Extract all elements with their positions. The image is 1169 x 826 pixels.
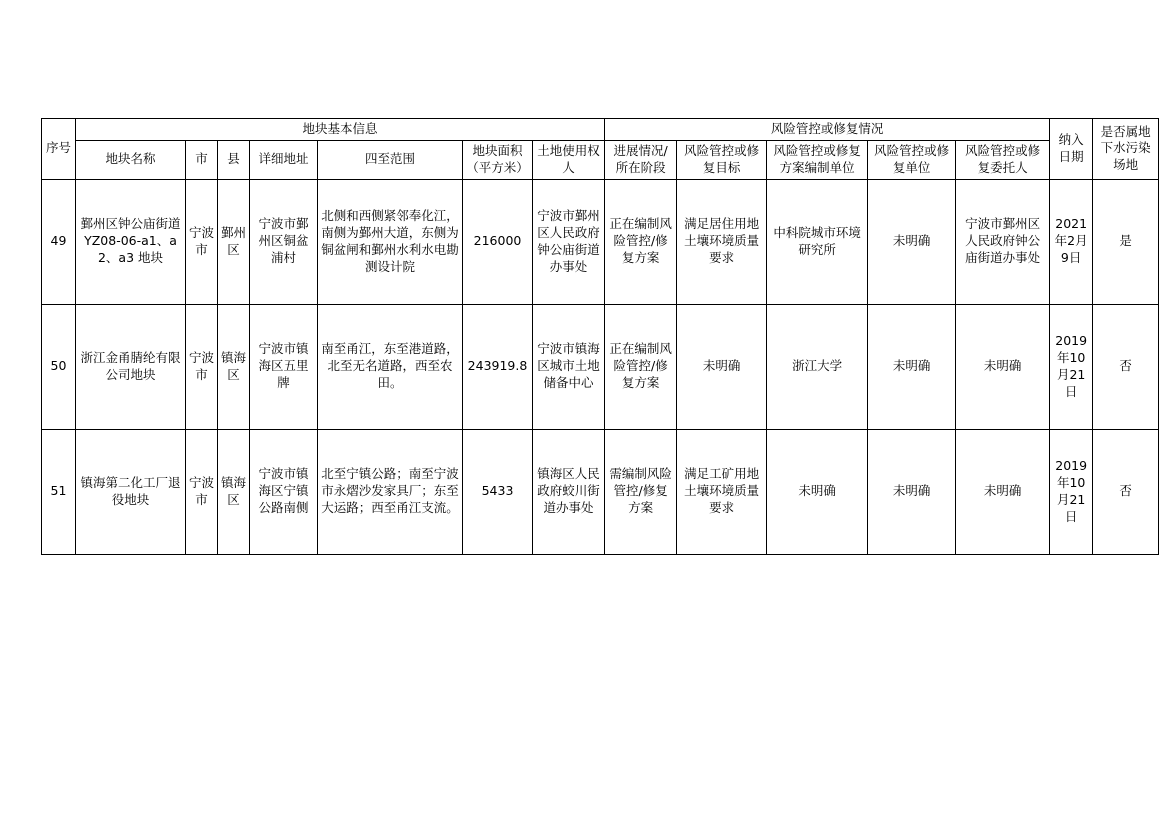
- header-area: 地块面积（平方米）: [463, 140, 533, 179]
- cell-range: 南至甬江，东至港道路，北至无名道路，西至农田。: [318, 304, 463, 429]
- cell-goal: 满足居住用地土壤环境质量要求: [677, 179, 767, 304]
- cell-owner: 宁波市镇海区城市土地储备中心: [533, 304, 605, 429]
- cell-plan-unit: 浙江大学: [767, 304, 868, 429]
- header-city: 市: [186, 140, 218, 179]
- cell-city: 宁波市: [186, 179, 218, 304]
- cell-groundwater: 否: [1093, 429, 1159, 554]
- cell-name: 鄞州区钟公庙街道YZ08-06-a1、a2、a3 地块: [76, 179, 186, 304]
- table-row: [42, 304, 1159, 429]
- header-goal: 风险管控或修复目标: [677, 140, 767, 179]
- header-group-risk: 风险管控或修复情况: [605, 119, 1050, 141]
- header-group-basic: 地块基本信息: [76, 119, 605, 141]
- header-range: 四至范围: [318, 140, 463, 179]
- header-address: 详细地址: [250, 140, 318, 179]
- cell-entrust-unit: 未明确: [956, 429, 1050, 554]
- table-header-row-sub: [42, 140, 1159, 179]
- cell-repair-unit: 未明确: [868, 304, 956, 429]
- table-row: [42, 429, 1159, 554]
- cell-groundwater: 否: [1093, 304, 1159, 429]
- cell-area: 243919.8: [463, 304, 533, 429]
- header-entry-date: 纳入日期: [1050, 119, 1093, 180]
- table-row: [42, 179, 1159, 304]
- cell-seq: 49: [42, 179, 76, 304]
- cell-progress: 正在编制风险管控/修复方案: [605, 179, 677, 304]
- cell-owner: 镇海区人民政府蛟川街道办事处: [533, 429, 605, 554]
- header-seq: 序号: [42, 119, 76, 180]
- cell-plan-unit: 中科院城市环境研究所: [767, 179, 868, 304]
- cell-repair-unit: 未明确: [868, 179, 956, 304]
- cell-entrust-unit: 未明确: [956, 304, 1050, 429]
- cell-range: 北侧和西侧紧邻奉化江，南侧为鄞州大道，东侧为铜盆闸和鄞州水利水电勘测设计院: [318, 179, 463, 304]
- cell-address: 宁波市镇海区宁镇公路南侧: [250, 429, 318, 554]
- cell-entry-date: 2021年2月9日: [1050, 179, 1093, 304]
- cell-progress: 需编制风险管控/修复方案: [605, 429, 677, 554]
- cell-goal: 未明确: [677, 304, 767, 429]
- cell-city: 宁波市: [186, 429, 218, 554]
- contaminated-land-table: [41, 118, 1159, 555]
- cell-range: 北至宁镇公路；南至宁波市永熠沙发家具厂；东至大运路；西至甬江支流。: [318, 429, 463, 554]
- cell-address: 宁波市镇海区五里牌: [250, 304, 318, 429]
- header-entrust-unit: 风险管控或修复委托人: [956, 140, 1050, 179]
- cell-progress: 正在编制风险管控/修复方案: [605, 304, 677, 429]
- cell-groundwater: 是: [1093, 179, 1159, 304]
- cell-entrust-unit: 宁波市鄞州区人民政府钟公庙街道办事处: [956, 179, 1050, 304]
- cell-plan-unit: 未明确: [767, 429, 868, 554]
- table-header-row-top: [42, 119, 1159, 141]
- cell-repair-unit: 未明确: [868, 429, 956, 554]
- cell-city: 宁波市: [186, 304, 218, 429]
- header-repair-unit: 风险管控或修复单位: [868, 140, 956, 179]
- cell-county: 鄞州区: [218, 179, 250, 304]
- cell-seq: 51: [42, 429, 76, 554]
- cell-county: 镇海区: [218, 304, 250, 429]
- header-name: 地块名称: [76, 140, 186, 179]
- cell-area: 216000: [463, 179, 533, 304]
- cell-goal: 满足工矿用地土壤环境质量要求: [677, 429, 767, 554]
- cell-seq: 50: [42, 304, 76, 429]
- cell-county: 镇海区: [218, 429, 250, 554]
- cell-address: 宁波市鄞州区铜盆浦村: [250, 179, 318, 304]
- cell-area: 5433: [463, 429, 533, 554]
- cell-owner: 宁波市鄞州区人民政府钟公庙街道办事处: [533, 179, 605, 304]
- cell-name: 镇海第二化工厂退役地块: [76, 429, 186, 554]
- cell-entry-date: 2019年10月21日: [1050, 429, 1093, 554]
- header-owner: 土地使用权人: [533, 140, 605, 179]
- header-plan-unit: 风险管控或修复方案编制单位: [767, 140, 868, 179]
- header-progress: 进展情况/所在阶段: [605, 140, 677, 179]
- cell-name: 浙江金甬腈纶有限公司地块: [76, 304, 186, 429]
- cell-entry-date: 2019年10月21日: [1050, 304, 1093, 429]
- header-groundwater: 是否属地下水污染场地: [1093, 119, 1159, 180]
- header-county: 县: [218, 140, 250, 179]
